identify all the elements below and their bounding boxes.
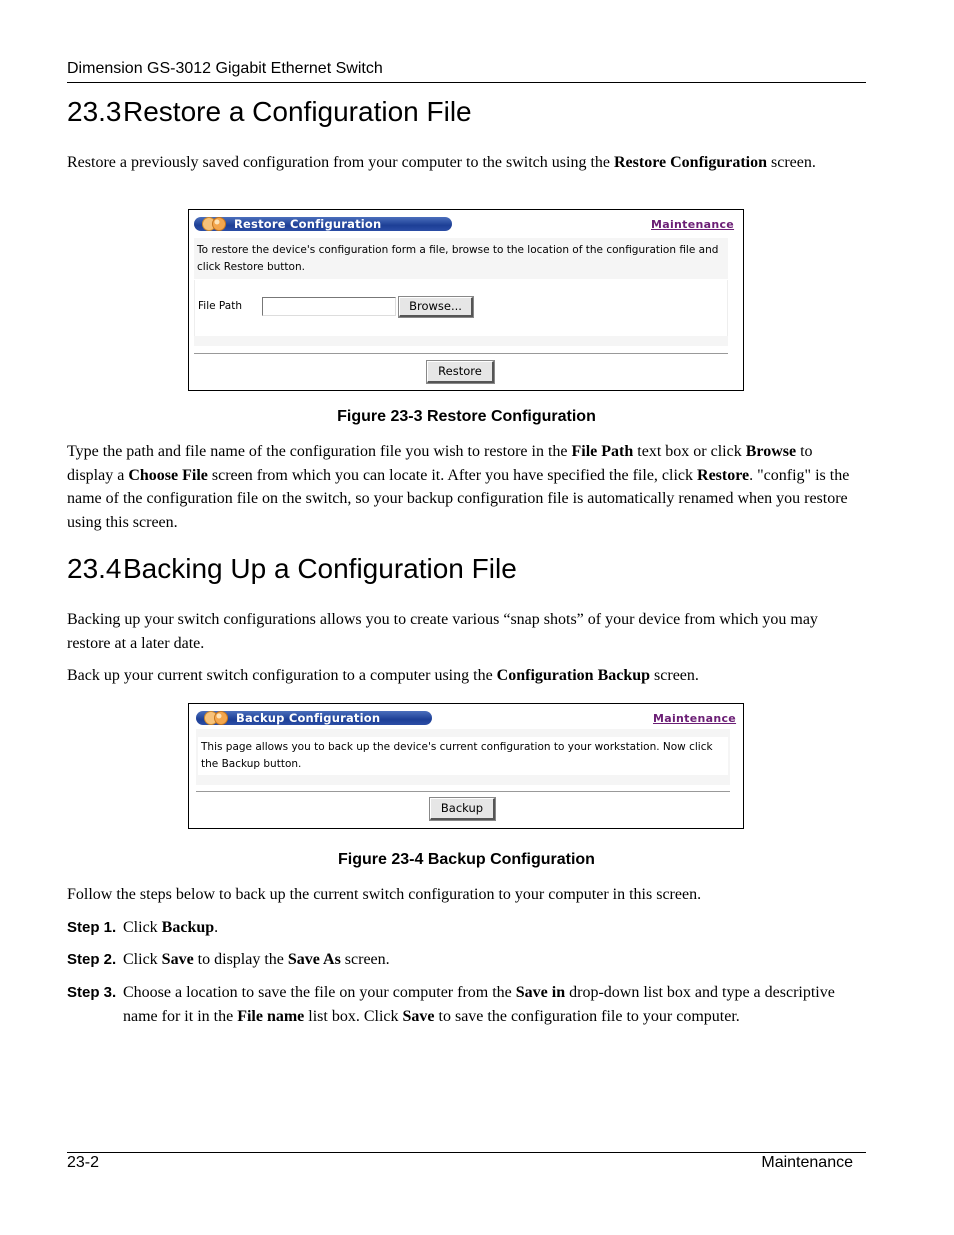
bold-run: Restore Configuration [613,154,768,171]
backup-description-box [198,737,728,775]
text-run: Back up your current switch configuration to a computer using the [67,667,497,684]
restore-intro-paragraph [67,151,857,175]
bold-run: Choose File [128,466,208,484]
section-title: Restore a Configuration File [123,96,472,127]
maintenance-link[interactable]: Maintenance [653,712,737,725]
text-run: to display the [193,951,288,968]
maintenance-link[interactable]: Maintenance [651,218,735,231]
text-run: to display a [67,443,813,484]
footer-section-name: Maintenance [761,1154,853,1171]
text-run: . "config" is the name of the configuration file on the switch, so your backup configuration file is automatically renamed when you restore using this screen. [67,466,850,531]
restore-title-bar [194,217,452,231]
section-number: 23.3 [67,96,122,127]
divider [196,791,730,792]
section-heading-23-4 [67,553,517,585]
figure-23-3-caption: Figure 23-3 Restore Configuration [337,408,596,425]
text-run: . [214,919,219,936]
text-run: screen. [650,667,699,684]
text-run: drop-down list box and type a descriptive name for it in the [123,984,835,1025]
text-run: screen. [340,951,390,968]
backup-intro-paragraph: Backing up your switch configurations allows you to create various “snap shots” of your device from which you may restore at a later date. [67,611,818,652]
bold-run: Save As [287,951,341,968]
restore-title-text: Restore Configuration [234,217,382,231]
bold-run: Browse [745,443,797,460]
text-run: Choose a location to save the file on your computer from the [123,984,516,1001]
text-run: screen. [767,154,816,171]
bold-run: File Path [571,443,634,460]
bold-run: Save [161,951,194,968]
text-run: text box or click [633,443,746,460]
text-run: Type the path and file name of the configuration file you wish to restore in the [67,443,572,460]
text-run: list box. Click [304,1007,403,1025]
bold-run: File name [237,1007,305,1025]
section-heading-23-3 [67,96,472,128]
text-run: Click [123,919,162,936]
text-run: to save the configuration file to your computer. [434,1007,740,1025]
text-run: Click [123,951,162,968]
title-bar-circles-icon [202,711,232,725]
bold-run: Restore [697,466,750,484]
file-path-label: File Path [198,300,242,312]
backup-title-text: Backup Configuration [236,711,381,725]
running-header: Dimension GS-3012 Gigabit Ethernet Switch [67,60,383,77]
bold-run: Save [402,1007,435,1025]
browse-button[interactable]: Browse... [399,297,473,317]
backup-button[interactable]: Backup [430,798,495,820]
divider [194,353,728,354]
bold-run: Configuration Backup [496,667,651,684]
page-number: 23-2 [67,1154,100,1171]
backup-instruction-paragraph [67,664,857,688]
restore-description-panel [194,238,728,279]
footer-rule [67,1152,866,1153]
bold-run: Backup [161,919,215,936]
restore-panel-footer [194,336,728,346]
step-1-label: Step 1. [67,919,117,936]
steps-intro-paragraph: Follow the steps below to back up the current switch configuration to your computer in this screen. [67,886,702,903]
step-2-label: Step 2. [67,951,117,968]
backup-description-panel [196,729,730,785]
section-number: 23.4 [67,553,122,584]
restore-configuration-figure [188,209,744,391]
text-run: Restore a previously saved configuration from your computer to the switch using the [67,154,614,171]
section-title: Backing Up a Configuration File [123,553,517,584]
step-3-text [123,981,843,1028]
file-path-input[interactable] [262,297,396,316]
restore-explanation-paragraph [67,440,862,534]
file-path-panel [194,280,728,336]
restore-description: To restore the device's configuration form a file, browse to the location of the configuration file and click Restore button. [197,244,719,273]
backup-description: This page allows you to back up the device's current configuration to your workstation. Now click the Backup button. [201,741,713,770]
figure-23-4-caption: Figure 23-4 Backup Configuration [338,851,595,868]
backup-configuration-figure [188,703,744,829]
restore-button[interactable]: Restore [427,361,494,383]
bold-run: Save in [515,984,566,1001]
backup-title-bar [196,711,432,725]
text-run: screen from which you can locate it. After you have specified the file, click [207,466,698,484]
step-2-text [123,948,843,972]
step-1-text [123,916,843,940]
step-3-label: Step 3. [67,984,117,1001]
title-bar-circles-icon [200,217,230,231]
header-rule [67,82,866,83]
